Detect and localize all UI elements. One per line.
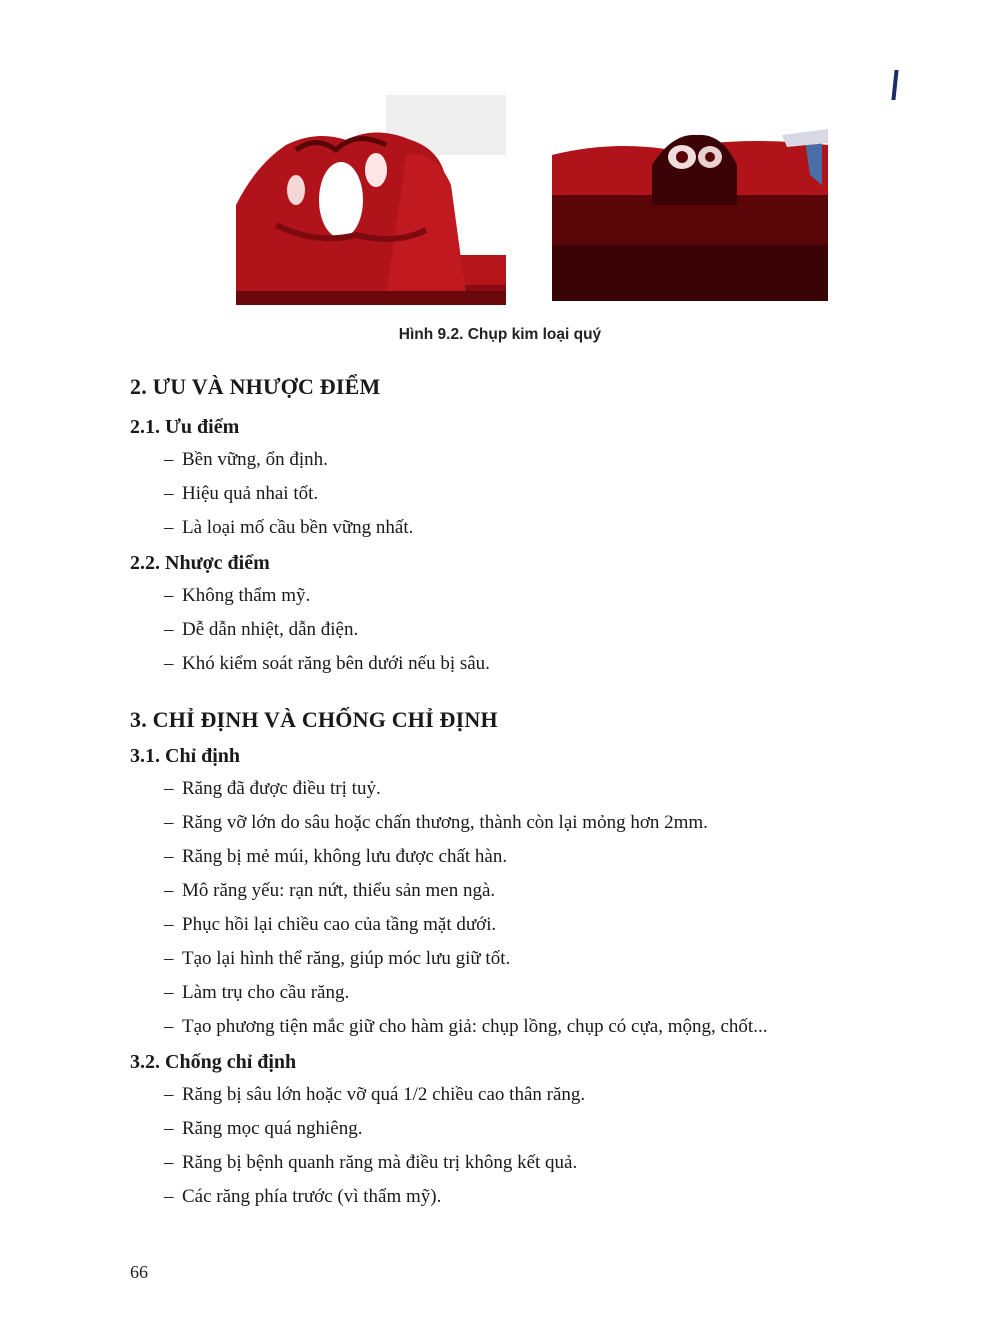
crown-image-right xyxy=(552,125,828,301)
list-marker: – xyxy=(164,982,174,1003)
list-item-text: Làm trụ cho cầu răng. xyxy=(182,982,350,1003)
list-marker: – xyxy=(164,778,174,799)
list-item-text: Tạo phương tiện mắc giữ cho hàm giả: chụp lồng, chụp có cựa, mộng, chốt... xyxy=(182,1016,768,1037)
list-item xyxy=(130,613,890,647)
list-item xyxy=(130,579,890,613)
list-item-text: Răng bị bệnh quanh răng mà điều trị không kết quả. xyxy=(182,1152,578,1173)
list-marker: – xyxy=(164,449,174,470)
list-item xyxy=(130,1010,890,1044)
list-item xyxy=(130,942,890,976)
list-item xyxy=(130,908,890,942)
list-item xyxy=(130,1146,890,1180)
section-heading-indications: 3. CHỈ ĐỊNH VÀ CHỐNG CHỈ ĐỊNH xyxy=(130,707,498,732)
list-item-text: Răng đã được điều trị tuỷ. xyxy=(182,778,381,799)
subsection-heading-indications: 3.1. Chỉ định xyxy=(130,745,241,767)
advantages-list xyxy=(130,443,890,545)
list-item xyxy=(130,874,890,908)
subsection-heading-disadvantages: 2.2. Nhược điểm xyxy=(130,552,270,574)
list-item xyxy=(130,477,890,511)
disadvantages-list xyxy=(130,579,890,681)
list-item-text: Mô răng yếu: rạn nứt, thiểu sản men ngà. xyxy=(182,880,496,901)
scan-edge-mark xyxy=(891,70,898,100)
list-marker: – xyxy=(164,846,174,867)
document-body xyxy=(130,372,890,1214)
list-item-text: Bền vững, ổn định. xyxy=(182,449,328,470)
list-item-text: Hiệu quả nhai tốt. xyxy=(182,483,319,504)
list-item xyxy=(130,976,890,1010)
dental-crowns-photo-right xyxy=(552,125,828,301)
list-item-text: Khó kiểm soát răng bên dưới nếu bị sâu. xyxy=(182,653,490,674)
list-item-text: Các răng phía trước (vì thẩm mỹ). xyxy=(182,1186,442,1207)
section-heading-advantages-disadvantages: 2. ƯU VÀ NHƯỢC ĐIỂM xyxy=(130,374,381,399)
list-item xyxy=(130,511,890,545)
list-item xyxy=(130,1112,890,1146)
page-number: 66 xyxy=(130,1262,148,1282)
list-marker: – xyxy=(164,1016,174,1037)
list-item-text: Răng mọc quá nghiêng. xyxy=(182,1118,363,1139)
list-item-text: Răng bị sâu lớn hoặc vỡ quá 1/2 chiều cao thân răng. xyxy=(182,1084,586,1105)
list-item xyxy=(130,1078,890,1112)
list-marker: – xyxy=(164,880,174,901)
list-item xyxy=(130,772,890,806)
list-marker: – xyxy=(164,619,174,640)
list-item-text: Tạo lại hình thể răng, giúp móc lưu giữ tốt. xyxy=(182,948,511,969)
crown-image-left xyxy=(236,95,506,305)
list-marker: – xyxy=(164,914,174,935)
contraindications-list xyxy=(130,1078,890,1214)
list-marker: – xyxy=(164,812,174,833)
list-marker: – xyxy=(164,1084,174,1105)
list-item xyxy=(130,806,890,840)
list-item-text: Là loại mố cầu bền vững nhất. xyxy=(182,517,414,538)
list-marker: – xyxy=(164,948,174,969)
figure-caption: Hình 9.2. Chụp kim loại quý xyxy=(398,326,602,343)
subsection-heading-contraindications: 3.2. Chống chỉ định xyxy=(130,1051,297,1073)
list-marker: – xyxy=(164,585,174,606)
subsection-heading-advantages: 2.1. Ưu điểm xyxy=(130,416,240,438)
list-marker: – xyxy=(164,1118,174,1139)
list-marker: – xyxy=(164,1186,174,1207)
list-item xyxy=(130,443,890,477)
list-marker: – xyxy=(164,653,174,674)
list-marker: – xyxy=(164,483,174,504)
indications-list xyxy=(130,772,890,1044)
list-item xyxy=(130,1180,890,1214)
list-marker: – xyxy=(164,1152,174,1173)
list-item-text: Dễ dẫn nhiệt, dẫn điện. xyxy=(182,619,359,640)
list-item-text: Phục hồi lại chiều cao của tầng mặt dưới. xyxy=(182,914,497,935)
list-item-text: Răng bị mẻ múi, không lưu được chất hàn. xyxy=(182,846,508,867)
list-marker: – xyxy=(164,517,174,538)
list-item xyxy=(130,647,890,681)
list-item xyxy=(130,840,890,874)
list-item-text: Răng vỡ lớn do sâu hoặc chấn thương, thành còn lại mỏng hơn 2mm. xyxy=(182,812,708,833)
dental-crowns-photo-left xyxy=(236,95,506,305)
list-item-text: Không thẩm mỹ. xyxy=(182,585,311,606)
